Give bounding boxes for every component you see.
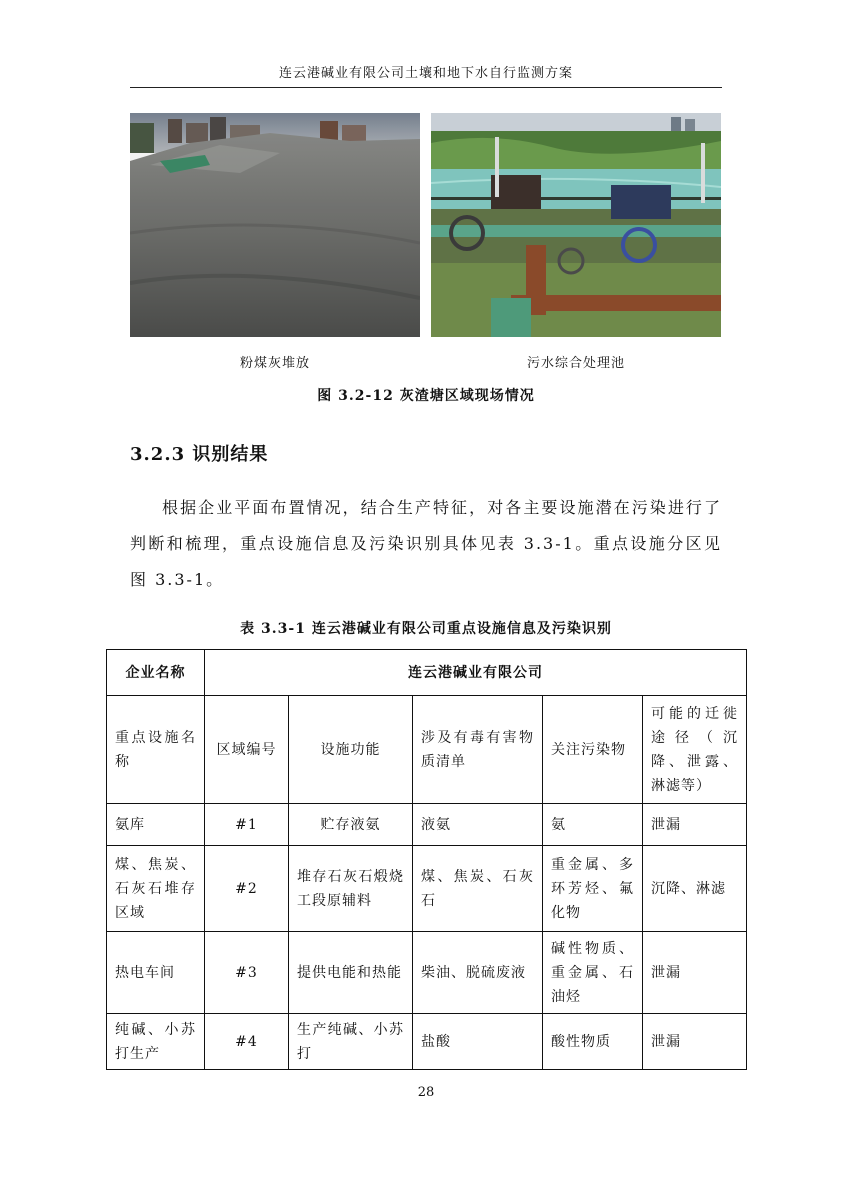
table-cell: 泄漏 — [643, 1014, 747, 1070]
table-cell: 贮存液氨 — [289, 804, 413, 846]
header-row — [107, 696, 747, 804]
page-number: 28 — [417, 1085, 435, 1100]
table-row — [107, 846, 747, 932]
table-cell: 氨 — [543, 804, 643, 846]
table-cell: 柴油、脱硫废液 — [413, 932, 543, 1014]
header-cell: 涉及有毒有害物质清单 — [413, 696, 543, 804]
table-cell: 泄漏 — [643, 804, 747, 846]
table-cell: 生产纯碱、小苏打 — [289, 1014, 413, 1070]
table-row — [107, 804, 747, 846]
company-row — [107, 650, 747, 696]
figure-title: 图 3.2-12 灰渣塘区域现场情况 — [317, 388, 535, 404]
table-cell: 沉降、淋滤 — [643, 846, 747, 932]
table-cell: #4 — [205, 1014, 289, 1070]
table-cell: #1 — [205, 804, 289, 846]
facility-table — [106, 649, 747, 1070]
table-cell: 煤、焦炭、石灰石 — [413, 846, 543, 932]
company-label: 企业名称 — [107, 650, 205, 696]
sewage-treatment-pool-photo — [431, 113, 721, 337]
company-name: 连云港碱业有限公司 — [205, 650, 747, 696]
table-row — [107, 932, 747, 1014]
table-cell: 泄漏 — [643, 932, 747, 1014]
section-title: 3.2.3 识别结果 — [130, 444, 269, 465]
header-rule — [130, 87, 722, 88]
table-cell: #2 — [205, 846, 289, 932]
header-cell: 重点设施名称 — [107, 696, 205, 804]
table-row — [107, 1014, 747, 1070]
table-title: 表 3.3-1 连云港碱业有限公司重点设施信息及污染识别 — [240, 621, 612, 637]
header-cell: 设施功能 — [289, 696, 413, 804]
header-cell: 区域编号 — [205, 696, 289, 804]
sewage-pool-caption: 污水综合处理池 — [526, 356, 625, 371]
table-cell: 氨库 — [107, 804, 205, 846]
table-cell: 热电车间 — [107, 932, 205, 1014]
table-cell: 堆存石灰石煅烧工段原辅料 — [289, 846, 413, 932]
table-cell: 煤、焦炭、石灰石堆存区域 — [107, 846, 205, 932]
page-header: 连云港碱业有限公司土壤和地下水自行监测方案 — [278, 66, 573, 81]
table-cell: 液氨 — [413, 804, 543, 846]
header-cell: 关注污染物 — [543, 696, 643, 804]
table-cell: 碱性物质、重金属、石油烃 — [543, 932, 643, 1014]
table-cell: #3 — [205, 932, 289, 1014]
table-cell: 盐酸 — [413, 1014, 543, 1070]
table-cell: 纯碱、小苏打生产 — [107, 1014, 205, 1070]
table-cell: 提供电能和热能 — [289, 932, 413, 1014]
fly-ash-caption: 粉煤灰堆放 — [239, 356, 310, 371]
table-cell: 酸性物质 — [543, 1014, 643, 1070]
fly-ash-pile-photo — [130, 113, 420, 337]
body-paragraph: 根据企业平面布置情况，结合生产特征，对各主要设施潜在污染进行了判断和梳理，重点设施信息及污染识别具体见表 3.3-1。重点设施分区见图 3.3-1。 — [130, 498, 722, 589]
table-cell: 重金属、多环芳烃、氟化物 — [543, 846, 643, 932]
header-cell: 可能的迁徙途径（沉降、泄露、淋滤等） — [643, 696, 747, 804]
